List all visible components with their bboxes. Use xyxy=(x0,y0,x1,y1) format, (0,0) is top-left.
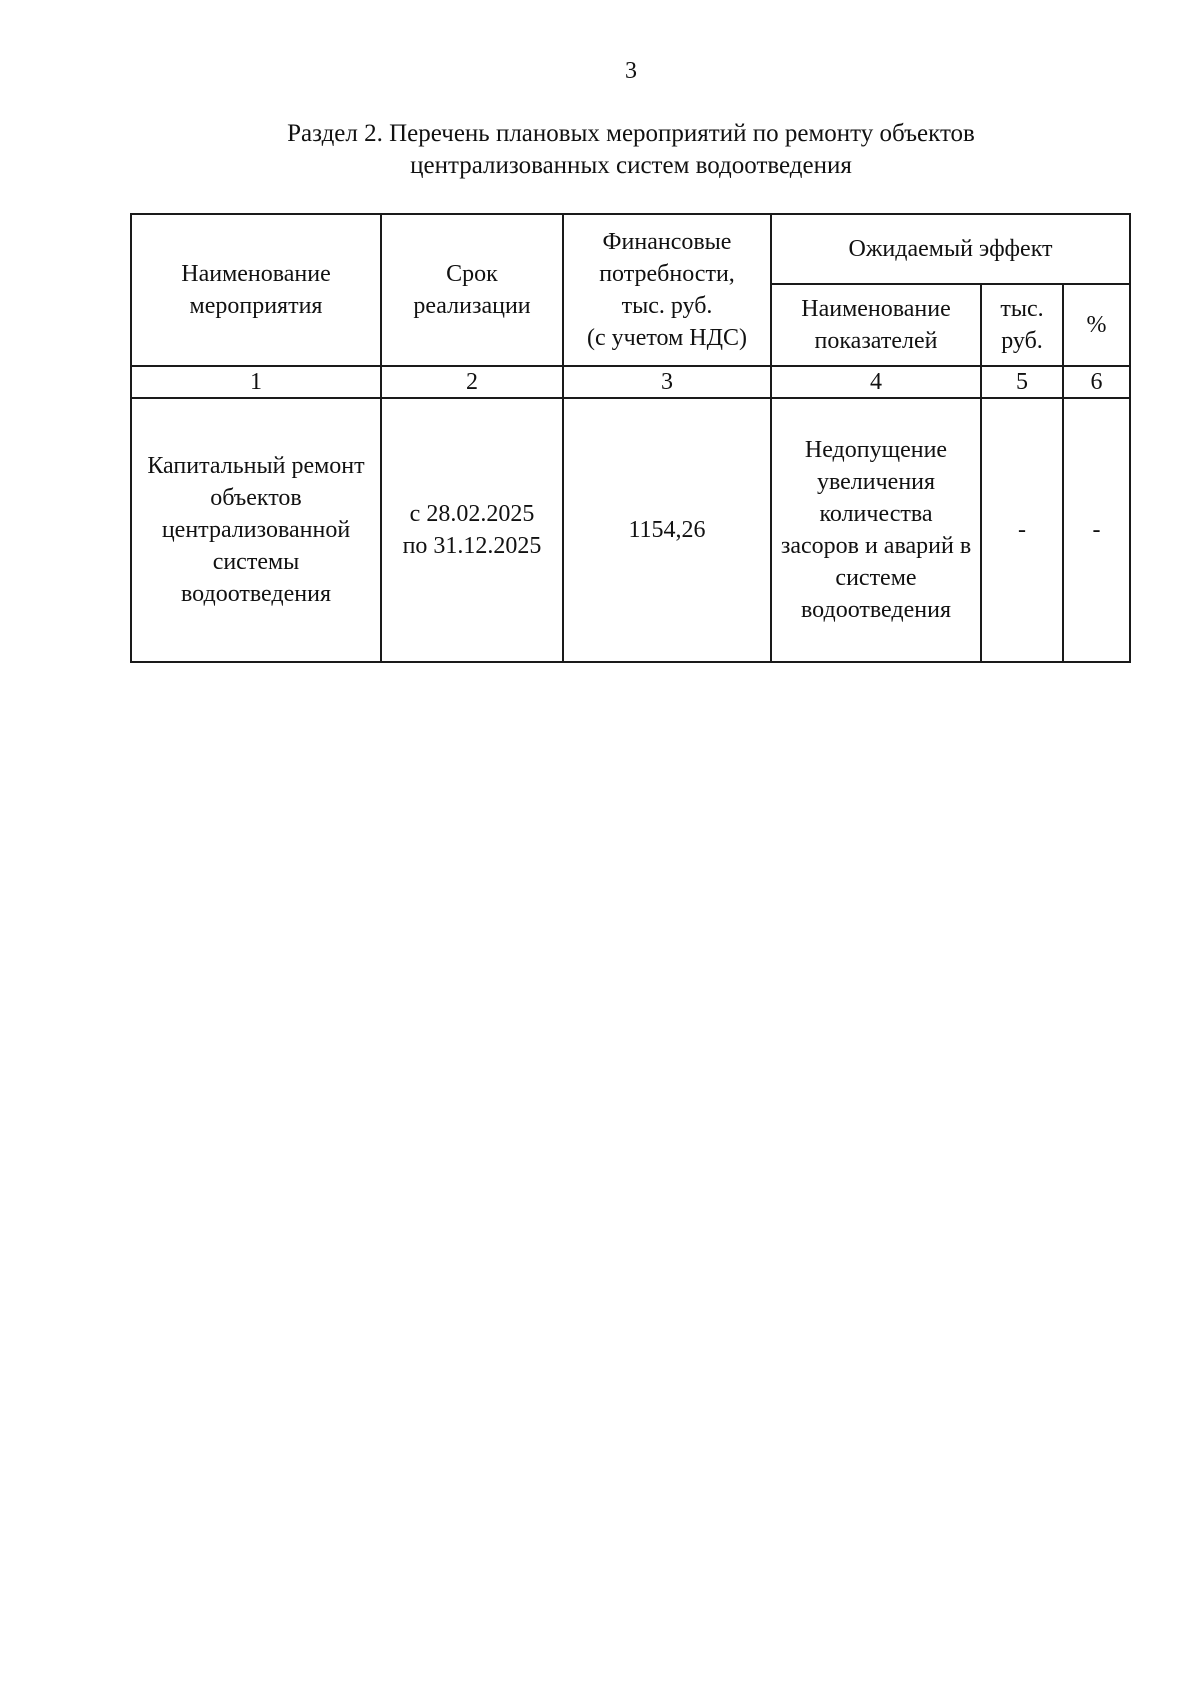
header-financial-line-1: Финансовые потребности, xyxy=(599,229,735,287)
column-number: 2 xyxy=(381,366,563,398)
cell-percent: - xyxy=(1063,398,1130,662)
column-number: 6 xyxy=(1063,366,1130,398)
header-indicator-name: Наименование показателей xyxy=(771,284,981,366)
column-number: 4 xyxy=(771,366,981,398)
cell-term-start: с 28.02.2025 xyxy=(409,501,535,527)
cell-measure: Капитальный ремонт объектов централизованной системы водоотведения xyxy=(131,398,381,662)
header-percent: % xyxy=(1063,284,1130,366)
measures-table xyxy=(130,213,1131,663)
header-measure-name: Наименование мероприятия xyxy=(131,214,381,366)
header-thousand-rub: тыс. руб. xyxy=(981,284,1063,366)
cell-financial: 1154,26 xyxy=(563,398,771,662)
cell-thousand-rub: - xyxy=(981,398,1063,662)
column-number: 5 xyxy=(981,366,1063,398)
column-number: 1 xyxy=(131,366,381,398)
header-financial-line-2: тыс. руб. xyxy=(621,293,713,319)
section-title-line-1: Раздел 2. Перечень плановых мероприятий по ремонту объектов xyxy=(287,120,975,147)
header-financial-line-3: (с учетом НДС) xyxy=(587,325,747,351)
page-number: 3 xyxy=(625,58,637,84)
section-title xyxy=(190,118,1072,182)
column-numbers-row xyxy=(131,366,1130,398)
header-term: Срок реализации xyxy=(381,214,563,366)
header-financial xyxy=(563,214,771,366)
table-row xyxy=(131,398,1130,662)
table-header-row xyxy=(131,214,1130,284)
section-title-line-2: централизованных систем водоотведения xyxy=(410,152,852,179)
column-number: 3 xyxy=(563,366,771,398)
header-expected-effect: Ожидаемый эффект xyxy=(771,214,1130,284)
cell-indicator: Недопущение увеличения количества засоров и аварий в системе водоотведения xyxy=(771,398,981,662)
cell-term xyxy=(381,398,563,662)
cell-term-end: по 31.12.2025 xyxy=(402,533,542,559)
